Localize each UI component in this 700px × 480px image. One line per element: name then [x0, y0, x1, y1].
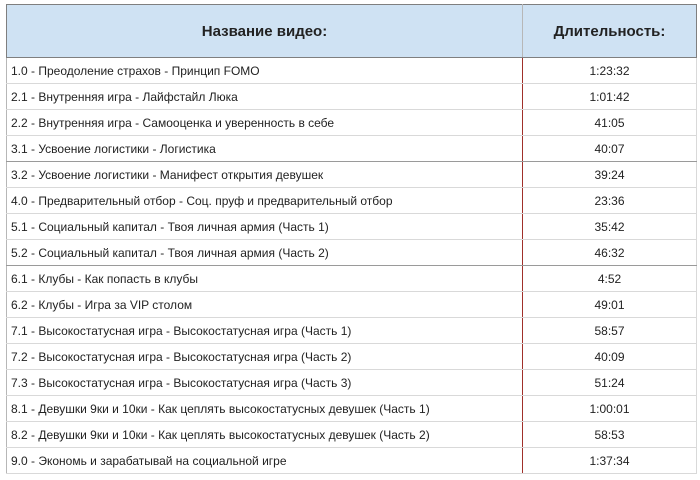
video-name-cell[interactable]: 8.2 - Девушки 9ки и 10ки - Как цеплять высокостатусных девушек (Часть 2) [7, 422, 523, 448]
video-name-cell[interactable]: 2.1 - Внутренняя игра - Лайфстайл Люка [7, 84, 523, 110]
video-name-cell[interactable]: 5.1 - Социальный капитал - Твоя личная армия (Часть 1) [7, 214, 523, 240]
duration-cell[interactable]: 35:42 [523, 214, 697, 240]
video-name-cell[interactable]: 6.1 - Клубы - Как попасть в клубы [7, 266, 523, 292]
video-name-cell[interactable]: 5.2 - Социальный капитал - Твоя личная армия (Часть 2) [7, 240, 523, 266]
video-table-sheet [6, 4, 696, 474]
table-row [7, 162, 697, 188]
table-row [7, 318, 697, 344]
table-row [7, 136, 697, 162]
duration-cell[interactable]: 51:24 [523, 370, 697, 396]
duration-cell[interactable]: 1:00:01 [523, 396, 697, 422]
table-row [7, 292, 697, 318]
duration-cell[interactable]: 1:01:42 [523, 84, 697, 110]
table-row [7, 214, 697, 240]
duration-cell[interactable]: 46:32 [523, 240, 697, 266]
duration-cell[interactable]: 58:53 [523, 422, 697, 448]
duration-cell[interactable]: 39:24 [523, 162, 697, 188]
video-name-cell[interactable]: 2.2 - Внутренняя игра - Самооценка и уверенность в себе [7, 110, 523, 136]
video-name-cell[interactable]: 7.2 - Высокостатусная игра - Высокостатусная игра (Часть 2) [7, 344, 523, 370]
table-row [7, 188, 697, 214]
table-row [7, 266, 697, 292]
table-row [7, 370, 697, 396]
video-name-cell[interactable]: 9.0 - Экономь и зарабатывай на социальной игре [7, 448, 523, 474]
duration-cell[interactable]: 40:09 [523, 344, 697, 370]
duration-cell[interactable]: 40:07 [523, 136, 697, 162]
table-row [7, 396, 697, 422]
duration-cell[interactable]: 1:37:34 [523, 448, 697, 474]
video-name-cell[interactable]: 8.1 - Девушки 9ки и 10ки - Как цеплять высокостатусных девушек (Часть 1) [7, 396, 523, 422]
header-row [7, 5, 697, 58]
video-name-cell[interactable]: 6.2 - Клубы - Игра за VIP столом [7, 292, 523, 318]
duration-cell[interactable]: 23:36 [523, 188, 697, 214]
video-table [6, 4, 697, 474]
table-row [7, 58, 697, 84]
duration-cell[interactable]: 4:52 [523, 266, 697, 292]
table-row [7, 344, 697, 370]
duration-cell[interactable]: 1:23:32 [523, 58, 697, 84]
table-row [7, 240, 697, 266]
video-name-cell[interactable]: 7.1 - Высокостатусная игра - Высокостатусная игра (Часть 1) [7, 318, 523, 344]
video-name-cell[interactable]: 3.1 - Усвоение логистики - Логистика [7, 136, 523, 162]
table-row [7, 448, 697, 474]
duration-cell[interactable]: 41:05 [523, 110, 697, 136]
header-duration[interactable]: Длительность: [523, 5, 697, 58]
video-name-cell[interactable]: 3.2 - Усвоение логистики - Манифест открытия девушек [7, 162, 523, 188]
video-name-cell[interactable]: 1.0 - Преодоление страхов - Принцип FOMO [7, 58, 523, 84]
table-row [7, 84, 697, 110]
table-row [7, 110, 697, 136]
table-row [7, 422, 697, 448]
header-video-name[interactable]: Название видео: [7, 5, 523, 58]
video-name-cell[interactable]: 7.3 - Высокостатусная игра - Высокостатусная игра (Часть 3) [7, 370, 523, 396]
video-name-cell[interactable]: 4.0 - Предварительный отбор - Соц. пруф и предварительный отбор [7, 188, 523, 214]
duration-cell[interactable]: 58:57 [523, 318, 697, 344]
duration-cell[interactable]: 49:01 [523, 292, 697, 318]
